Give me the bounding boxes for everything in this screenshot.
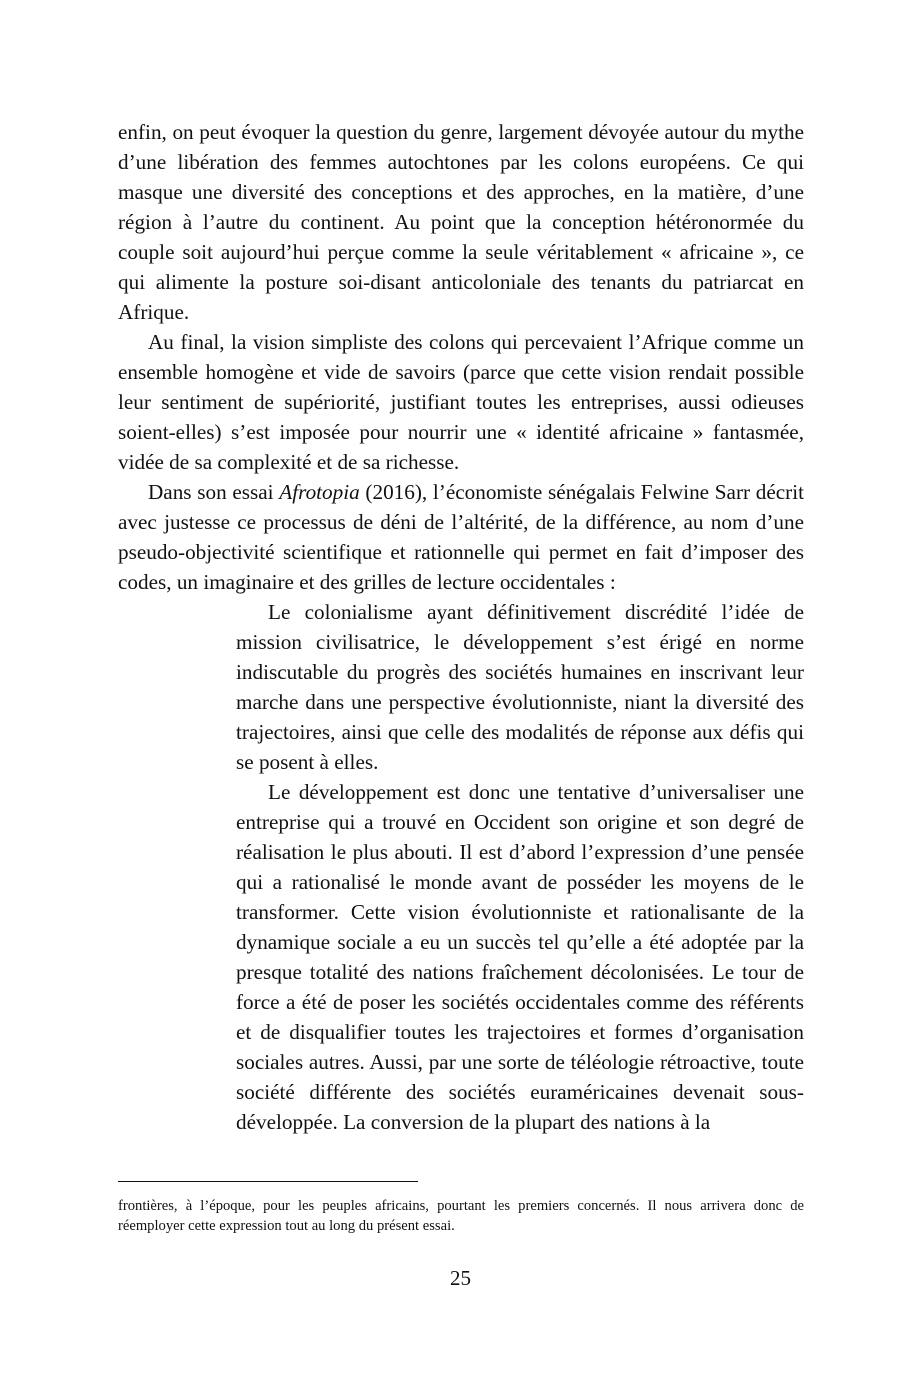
quote-paragraph: Le colonialisme ayant définitivement discrédité l’idée de mission civilisatrice, le développement s’est érigé en norme indiscutable du progrès des sociétés humaines en inscrivant leur marche dans une perspective évolutionniste, niant la diversité des trajectoires, ainsi que celle des modalités de réponse aux défis qui se posent à elles.: [236, 600, 804, 774]
paragraph-afrotopia-rest: (2016), l’économiste sénégalais Felwine Sarr décrit avec justesse ce processus de déni de l’altérité, de la différence, au nom d’une pseudo-objectivité scientifique et rationnelle qui permet en fait d’imposer des codes, un imaginaire et des grilles de lecture occidentales :: [118, 480, 805, 594]
book-title-afrotopia: Afrotopia: [279, 480, 360, 504]
page-number: 25: [450, 1266, 471, 1290]
footnote-divider: [118, 1181, 418, 1182]
paragraph-afrotopia-intro: Dans son essai: [148, 480, 280, 504]
footnote: frontières, à l’époque, pour les peuples africains, pourtant les premiers concernés. Il nous arrivera donc de réemployer cette expression tout au long du présent essai.: [118, 1198, 804, 1234]
quote-paragraph: Le développement est donc une tentative d’universaliser une entreprise qui a trouvé en Occident son origine et son degré de réalisation le plus abouti. Il est d’abord l’expression d’une pensée qui a rationalisé le monde avant de posséder les moyens de le transformer. Cette vision évolutionniste et rationalisante de la dynamique sociale a eu un succès tel qu’elle a été adoptée par la presque totalité des nations fraîchement décolonisées. Le tour de force a été de poser les sociétés occidentales comme des référents et de disqualifier toutes les trajectoires et formes d’organisation sociales autres. Aussi, par une sorte de téléologie rétroactive, toute société différente des sociétés euraméricaines devenait sous-développée. La conversion de la plupart des nations à la: [236, 780, 804, 1134]
main-text: [118, 117, 804, 1137]
paragraph-genre: enfin, on peut évoquer la question du genre, largement dévoyée autour du mythe d’une libération des femmes autochtones par les colons européens. Ce qui masque une diversité des conceptions et des approches, en la matière, d’une région à l’autre du continent. Au point que la conception hétéronormée du couple soit aujourd’hui perçue comme la seule véritablement « africaine », ce qui alimente la posture soi-disant anticoloniale des tenants du patriarcat en Afrique.: [118, 120, 804, 324]
paragraph-afrotopia: [118, 477, 804, 597]
paragraph-vision-simpliste: Au final, la vision simpliste des colons qui percevaient l’Afrique comme un ensemble homogène et vide de savoirs (parce que cette vision rendait possible leur sentiment de supériorité, justifiant toutes les entreprises, aussi odieuses soient-elles) s’est imposée pour nourrir une « identité africaine » fantasmée, vidée de sa complexité et de sa richesse.: [118, 330, 804, 474]
block-quote: [236, 597, 804, 1137]
